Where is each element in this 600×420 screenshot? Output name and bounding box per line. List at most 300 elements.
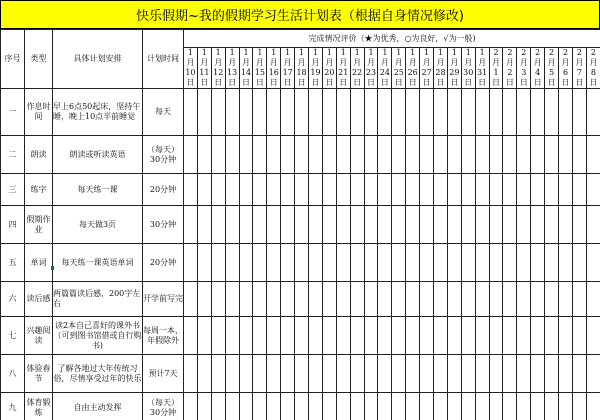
evaluation-cell[interactable] <box>559 206 573 244</box>
evaluation-cell[interactable] <box>309 282 323 317</box>
evaluation-cell[interactable] <box>503 317 517 355</box>
evaluation-cell[interactable] <box>392 355 406 393</box>
evaluation-cell[interactable] <box>447 174 461 206</box>
evaluation-cell[interactable] <box>392 393 406 420</box>
evaluation-cell[interactable] <box>531 206 545 244</box>
evaluation-cell[interactable] <box>503 244 517 282</box>
evaluation-cell[interactable] <box>420 206 434 244</box>
evaluation-cell[interactable] <box>364 89 378 136</box>
evaluation-cell[interactable] <box>531 355 545 393</box>
evaluation-cell[interactable] <box>531 89 545 136</box>
evaluation-cell[interactable] <box>309 136 323 174</box>
evaluation-cell[interactable] <box>364 393 378 420</box>
evaluation-cell[interactable] <box>447 282 461 317</box>
evaluation-cell[interactable] <box>309 89 323 136</box>
evaluation-cell[interactable] <box>489 244 503 282</box>
evaluation-cell[interactable] <box>225 355 239 393</box>
evaluation-cell[interactable] <box>461 244 475 282</box>
evaluation-cell[interactable] <box>517 206 531 244</box>
evaluation-cell[interactable] <box>572 206 586 244</box>
evaluation-cell[interactable] <box>239 282 253 317</box>
date-header <box>225 48 239 89</box>
evaluation-cell[interactable] <box>350 206 364 244</box>
evaluation-cell[interactable] <box>461 206 475 244</box>
evaluation-cell[interactable] <box>350 89 364 136</box>
evaluation-cell[interactable] <box>211 317 225 355</box>
evaluation-cell[interactable] <box>489 393 503 420</box>
evaluation-cell[interactable] <box>489 355 503 393</box>
evaluation-cell[interactable] <box>406 317 420 355</box>
evaluation-cell[interactable] <box>503 355 517 393</box>
evaluation-cell[interactable] <box>572 244 586 282</box>
evaluation-cell[interactable] <box>267 282 281 317</box>
date-unit: 月 <box>505 58 514 67</box>
evaluation-cell[interactable] <box>559 355 573 393</box>
evaluation-cell[interactable] <box>281 317 295 355</box>
evaluation-cell[interactable] <box>434 317 448 355</box>
evaluation-cell[interactable] <box>461 355 475 393</box>
evaluation-cell[interactable] <box>586 244 600 282</box>
evaluation-cell[interactable] <box>559 282 573 317</box>
evaluation-cell[interactable] <box>434 89 448 136</box>
evaluation-cell[interactable] <box>559 136 573 174</box>
evaluation-cell[interactable] <box>295 355 309 393</box>
evaluation-cell[interactable] <box>322 317 336 355</box>
evaluation-cell[interactable] <box>197 89 211 136</box>
evaluation-cell[interactable] <box>253 206 267 244</box>
evaluation-cell[interactable] <box>253 393 267 420</box>
date-suffix: 日 <box>464 78 473 87</box>
evaluation-cell[interactable] <box>489 317 503 355</box>
evaluation-cell[interactable] <box>267 174 281 206</box>
date-unit: 月 <box>478 58 487 67</box>
evaluation-cell[interactable] <box>253 282 267 317</box>
evaluation-cell[interactable] <box>406 89 420 136</box>
evaluation-cell[interactable] <box>322 174 336 206</box>
evaluation-cell[interactable] <box>239 206 253 244</box>
evaluation-cell[interactable] <box>517 282 531 317</box>
evaluation-cell[interactable] <box>253 244 267 282</box>
evaluation-cell[interactable] <box>378 174 392 206</box>
evaluation-cell[interactable] <box>392 174 406 206</box>
plan-row <box>1 174 600 206</box>
evaluation-cell[interactable] <box>531 393 545 420</box>
evaluation-cell[interactable] <box>406 136 420 174</box>
evaluation-cell[interactable] <box>559 317 573 355</box>
evaluation-cell[interactable] <box>517 89 531 136</box>
evaluation-cell[interactable] <box>309 206 323 244</box>
date-day: 30 <box>463 68 474 77</box>
date-suffix: 日 <box>367 78 376 87</box>
evaluation-cell[interactable] <box>336 244 350 282</box>
evaluation-cell[interactable] <box>295 244 309 282</box>
row-type: 兴趣阅读 <box>25 317 53 355</box>
evaluation-cell[interactable] <box>239 393 253 420</box>
evaluation-cell[interactable] <box>350 317 364 355</box>
evaluation-cell[interactable] <box>336 282 350 317</box>
evaluation-cell[interactable] <box>572 355 586 393</box>
evaluation-cell[interactable] <box>322 282 336 317</box>
evaluation-cell[interactable] <box>531 136 545 174</box>
evaluation-cell[interactable] <box>503 136 517 174</box>
evaluation-cell[interactable] <box>211 282 225 317</box>
evaluation-cell[interactable] <box>197 136 211 174</box>
evaluation-cell[interactable] <box>517 174 531 206</box>
cell-indicator-icon <box>51 266 54 270</box>
evaluation-cell[interactable] <box>281 206 295 244</box>
evaluation-cell[interactable] <box>364 244 378 282</box>
evaluation-cell[interactable] <box>545 89 559 136</box>
evaluation-cell[interactable] <box>350 136 364 174</box>
evaluation-cell[interactable] <box>281 136 295 174</box>
date-header <box>239 48 253 89</box>
date-suffix: 日 <box>200 78 209 87</box>
evaluation-cell[interactable] <box>184 136 198 174</box>
evaluation-cell[interactable] <box>475 282 489 317</box>
evaluation-cell[interactable] <box>184 89 198 136</box>
evaluation-cell[interactable] <box>309 393 323 420</box>
evaluation-cell[interactable] <box>392 206 406 244</box>
evaluation-cell[interactable] <box>267 136 281 174</box>
evaluation-cell[interactable] <box>322 244 336 282</box>
evaluation-cell[interactable] <box>447 206 461 244</box>
evaluation-cell[interactable] <box>475 206 489 244</box>
evaluation-cell[interactable] <box>281 355 295 393</box>
evaluation-cell[interactable] <box>197 317 211 355</box>
evaluation-cell[interactable] <box>503 89 517 136</box>
evaluation-cell[interactable] <box>184 244 198 282</box>
evaluation-cell[interactable] <box>225 393 239 420</box>
evaluation-cell[interactable] <box>211 244 225 282</box>
evaluation-cell[interactable] <box>545 244 559 282</box>
evaluation-cell[interactable] <box>267 393 281 420</box>
evaluation-cell[interactable] <box>545 355 559 393</box>
evaluation-cell[interactable] <box>461 393 475 420</box>
evaluation-cell[interactable] <box>586 174 600 206</box>
evaluation-cell[interactable] <box>434 206 448 244</box>
evaluation-cell[interactable] <box>267 355 281 393</box>
evaluation-cell[interactable] <box>586 393 600 420</box>
evaluation-cell[interactable] <box>253 89 267 136</box>
evaluation-cell[interactable] <box>336 136 350 174</box>
evaluation-cell[interactable] <box>378 206 392 244</box>
date-suffix: 日 <box>228 78 237 87</box>
evaluation-cell[interactable] <box>211 136 225 174</box>
evaluation-cell[interactable] <box>447 89 461 136</box>
evaluation-cell[interactable] <box>197 393 211 420</box>
evaluation-cell[interactable] <box>364 317 378 355</box>
evaluation-cell[interactable] <box>420 136 434 174</box>
evaluation-cell[interactable] <box>295 89 309 136</box>
evaluation-cell[interactable] <box>392 89 406 136</box>
date-day: 8 <box>590 68 597 77</box>
evaluation-cell[interactable] <box>420 393 434 420</box>
evaluation-cell[interactable] <box>475 317 489 355</box>
evaluation-cell[interactable] <box>489 136 503 174</box>
evaluation-cell[interactable] <box>447 393 461 420</box>
date-month: 1 <box>382 48 388 57</box>
plan-row <box>1 244 600 282</box>
evaluation-cell[interactable] <box>475 393 489 420</box>
evaluation-cell[interactable] <box>197 355 211 393</box>
evaluation-cell[interactable] <box>461 282 475 317</box>
evaluation-cell[interactable] <box>364 174 378 206</box>
evaluation-cell[interactable] <box>531 244 545 282</box>
evaluation-cell[interactable] <box>586 136 600 174</box>
evaluation-cell[interactable] <box>545 317 559 355</box>
evaluation-cell[interactable] <box>309 174 323 206</box>
evaluation-cell[interactable] <box>378 355 392 393</box>
evaluation-cell[interactable] <box>503 206 517 244</box>
evaluation-cell[interactable] <box>434 244 448 282</box>
evaluation-cell[interactable] <box>503 174 517 206</box>
evaluation-cell[interactable] <box>461 317 475 355</box>
evaluation-cell[interactable] <box>461 89 475 136</box>
evaluation-cell[interactable] <box>295 282 309 317</box>
evaluation-cell[interactable] <box>211 355 225 393</box>
evaluation-cell[interactable] <box>225 136 239 174</box>
evaluation-cell[interactable] <box>295 206 309 244</box>
evaluation-cell[interactable] <box>559 174 573 206</box>
evaluation-cell[interactable] <box>559 393 573 420</box>
evaluation-cell[interactable] <box>447 244 461 282</box>
evaluation-cell[interactable] <box>572 393 586 420</box>
evaluation-cell[interactable] <box>392 282 406 317</box>
evaluation-cell[interactable] <box>253 136 267 174</box>
evaluation-cell[interactable] <box>420 282 434 317</box>
evaluation-cell[interactable] <box>322 355 336 393</box>
evaluation-cell[interactable] <box>350 282 364 317</box>
evaluation-cell[interactable] <box>475 355 489 393</box>
evaluation-cell[interactable] <box>586 206 600 244</box>
date-unit: 月 <box>367 58 376 67</box>
evaluation-cell[interactable] <box>475 174 489 206</box>
evaluation-cell[interactable] <box>434 355 448 393</box>
evaluation-cell[interactable] <box>378 136 392 174</box>
evaluation-cell[interactable] <box>336 89 350 136</box>
evaluation-cell[interactable] <box>267 89 281 136</box>
evaluation-cell[interactable] <box>225 317 239 355</box>
evaluation-cell[interactable] <box>184 317 198 355</box>
evaluation-cell[interactable] <box>239 89 253 136</box>
evaluation-cell[interactable] <box>197 206 211 244</box>
evaluation-cell[interactable] <box>434 393 448 420</box>
evaluation-cell[interactable] <box>197 282 211 317</box>
date-month: 1 <box>326 48 332 57</box>
evaluation-cell[interactable] <box>461 136 475 174</box>
evaluation-cell[interactable] <box>392 244 406 282</box>
evaluation-cell[interactable] <box>586 355 600 393</box>
evaluation-cell[interactable] <box>572 174 586 206</box>
evaluation-cell[interactable] <box>545 393 559 420</box>
evaluation-cell[interactable] <box>239 174 253 206</box>
evaluation-cell[interactable] <box>572 89 586 136</box>
evaluation-cell[interactable] <box>253 355 267 393</box>
evaluation-cell[interactable] <box>586 282 600 317</box>
date-day: 23 <box>365 68 377 77</box>
date-month: 1 <box>410 48 416 57</box>
evaluation-cell[interactable] <box>489 206 503 244</box>
evaluation-cell[interactable] <box>295 317 309 355</box>
evaluation-cell[interactable] <box>281 89 295 136</box>
evaluation-cell[interactable] <box>336 355 350 393</box>
evaluation-cell[interactable] <box>239 136 253 174</box>
evaluation-cell[interactable] <box>531 174 545 206</box>
evaluation-cell[interactable] <box>197 244 211 282</box>
evaluation-cell[interactable] <box>545 282 559 317</box>
evaluation-cell[interactable] <box>364 355 378 393</box>
evaluation-cell[interactable] <box>545 174 559 206</box>
evaluation-cell[interactable] <box>350 355 364 393</box>
row-number: 一 <box>1 89 25 136</box>
evaluation-cell[interactable] <box>420 244 434 282</box>
evaluation-cell[interactable] <box>225 174 239 206</box>
evaluation-cell[interactable] <box>545 206 559 244</box>
evaluation-cell[interactable] <box>211 393 225 420</box>
evaluation-cell[interactable] <box>253 317 267 355</box>
evaluation-cell[interactable] <box>378 89 392 136</box>
evaluation-cell[interactable] <box>322 89 336 136</box>
evaluation-cell[interactable] <box>406 393 420 420</box>
evaluation-cell[interactable] <box>392 317 406 355</box>
evaluation-cell[interactable] <box>364 282 378 317</box>
evaluation-cell[interactable] <box>572 317 586 355</box>
evaluation-cell[interactable] <box>350 174 364 206</box>
evaluation-cell[interactable] <box>420 89 434 136</box>
evaluation-cell[interactable] <box>378 282 392 317</box>
evaluation-cell[interactable] <box>281 282 295 317</box>
evaluation-cell[interactable] <box>420 317 434 355</box>
evaluation-cell[interactable] <box>184 393 198 420</box>
evaluation-cell[interactable] <box>336 206 350 244</box>
evaluation-cell[interactable] <box>184 282 198 317</box>
evaluation-cell[interactable] <box>517 355 531 393</box>
evaluation-cell[interactable] <box>392 136 406 174</box>
row-arrangement: 朗读或听读英语 <box>53 136 143 174</box>
date-day: 19 <box>310 68 321 77</box>
evaluation-cell[interactable] <box>322 206 336 244</box>
evaluation-cell[interactable] <box>295 393 309 420</box>
evaluation-cell[interactable] <box>489 89 503 136</box>
evaluation-cell[interactable] <box>211 89 225 136</box>
evaluation-cell[interactable] <box>364 136 378 174</box>
evaluation-cell[interactable] <box>586 89 600 136</box>
evaluation-cell[interactable] <box>309 355 323 393</box>
evaluation-cell[interactable] <box>225 89 239 136</box>
evaluation-cell[interactable] <box>281 244 295 282</box>
evaluation-cell[interactable] <box>378 244 392 282</box>
evaluation-cell[interactable] <box>517 136 531 174</box>
evaluation-cell[interactable] <box>420 174 434 206</box>
evaluation-cell[interactable] <box>517 244 531 282</box>
date-unit: 月 <box>533 58 542 67</box>
evaluation-cell[interactable] <box>211 206 225 244</box>
evaluation-cell[interactable] <box>447 136 461 174</box>
evaluation-cell[interactable] <box>253 174 267 206</box>
evaluation-cell[interactable] <box>309 317 323 355</box>
row-type: 单词 <box>25 244 53 282</box>
evaluation-cell[interactable] <box>364 206 378 244</box>
row-number: 八 <box>1 355 25 393</box>
evaluation-cell[interactable] <box>336 393 350 420</box>
evaluation-cell[interactable] <box>489 174 503 206</box>
evaluation-cell[interactable] <box>489 282 503 317</box>
evaluation-cell[interactable] <box>447 355 461 393</box>
evaluation-cell[interactable] <box>239 244 253 282</box>
evaluation-cell[interactable] <box>225 206 239 244</box>
evaluation-cell[interactable] <box>531 317 545 355</box>
row-number: 六 <box>1 282 25 317</box>
evaluation-cell[interactable] <box>197 174 211 206</box>
evaluation-cell[interactable] <box>239 355 253 393</box>
evaluation-cell[interactable] <box>184 355 198 393</box>
evaluation-cell[interactable] <box>378 317 392 355</box>
evaluation-cell[interactable] <box>267 317 281 355</box>
evaluation-cell[interactable] <box>322 136 336 174</box>
evaluation-cell[interactable] <box>420 355 434 393</box>
evaluation-cell[interactable] <box>531 282 545 317</box>
evaluation-cell[interactable] <box>295 136 309 174</box>
evaluation-cell[interactable] <box>406 355 420 393</box>
evaluation-cell[interactable] <box>336 317 350 355</box>
date-header <box>184 48 198 89</box>
evaluation-cell[interactable] <box>184 174 198 206</box>
evaluation-cell[interactable] <box>336 174 350 206</box>
evaluation-cell[interactable] <box>475 89 489 136</box>
evaluation-cell[interactable] <box>572 282 586 317</box>
evaluation-cell[interactable] <box>406 206 420 244</box>
evaluation-cell[interactable] <box>295 174 309 206</box>
evaluation-cell[interactable] <box>350 244 364 282</box>
evaluation-cell[interactable] <box>184 206 198 244</box>
evaluation-cell[interactable] <box>559 244 573 282</box>
evaluation-cell[interactable] <box>503 393 517 420</box>
evaluation-cell[interactable] <box>517 393 531 420</box>
evaluation-cell[interactable] <box>517 317 531 355</box>
evaluation-cell[interactable] <box>559 89 573 136</box>
evaluation-cell[interactable] <box>281 174 295 206</box>
evaluation-cell[interactable] <box>461 174 475 206</box>
evaluation-cell[interactable] <box>322 393 336 420</box>
date-day: 4 <box>535 68 541 77</box>
evaluation-cell[interactable] <box>545 136 559 174</box>
evaluation-cell[interactable] <box>378 393 392 420</box>
evaluation-cell[interactable] <box>447 317 461 355</box>
date-day: 20 <box>324 68 335 77</box>
evaluation-cell[interactable] <box>267 244 281 282</box>
evaluation-cell[interactable] <box>572 136 586 174</box>
evaluation-cell[interactable] <box>225 244 239 282</box>
evaluation-cell[interactable] <box>225 282 239 317</box>
evaluation-cell[interactable] <box>406 282 420 317</box>
evaluation-cell[interactable] <box>309 244 323 282</box>
evaluation-cell[interactable] <box>406 244 420 282</box>
evaluation-cell[interactable] <box>434 136 448 174</box>
date-month: 1 <box>451 48 457 57</box>
evaluation-cell[interactable] <box>586 317 600 355</box>
evaluation-cell[interactable] <box>406 174 420 206</box>
evaluation-cell[interactable] <box>281 393 295 420</box>
evaluation-cell[interactable] <box>434 174 448 206</box>
evaluation-cell[interactable] <box>239 317 253 355</box>
evaluation-cell[interactable] <box>503 282 517 317</box>
evaluation-cell[interactable] <box>434 282 448 317</box>
evaluation-cell[interactable] <box>475 136 489 174</box>
evaluation-cell[interactable] <box>475 244 489 282</box>
evaluation-cell[interactable] <box>211 174 225 206</box>
evaluation-cell[interactable] <box>267 206 281 244</box>
evaluation-cell[interactable] <box>350 393 364 420</box>
